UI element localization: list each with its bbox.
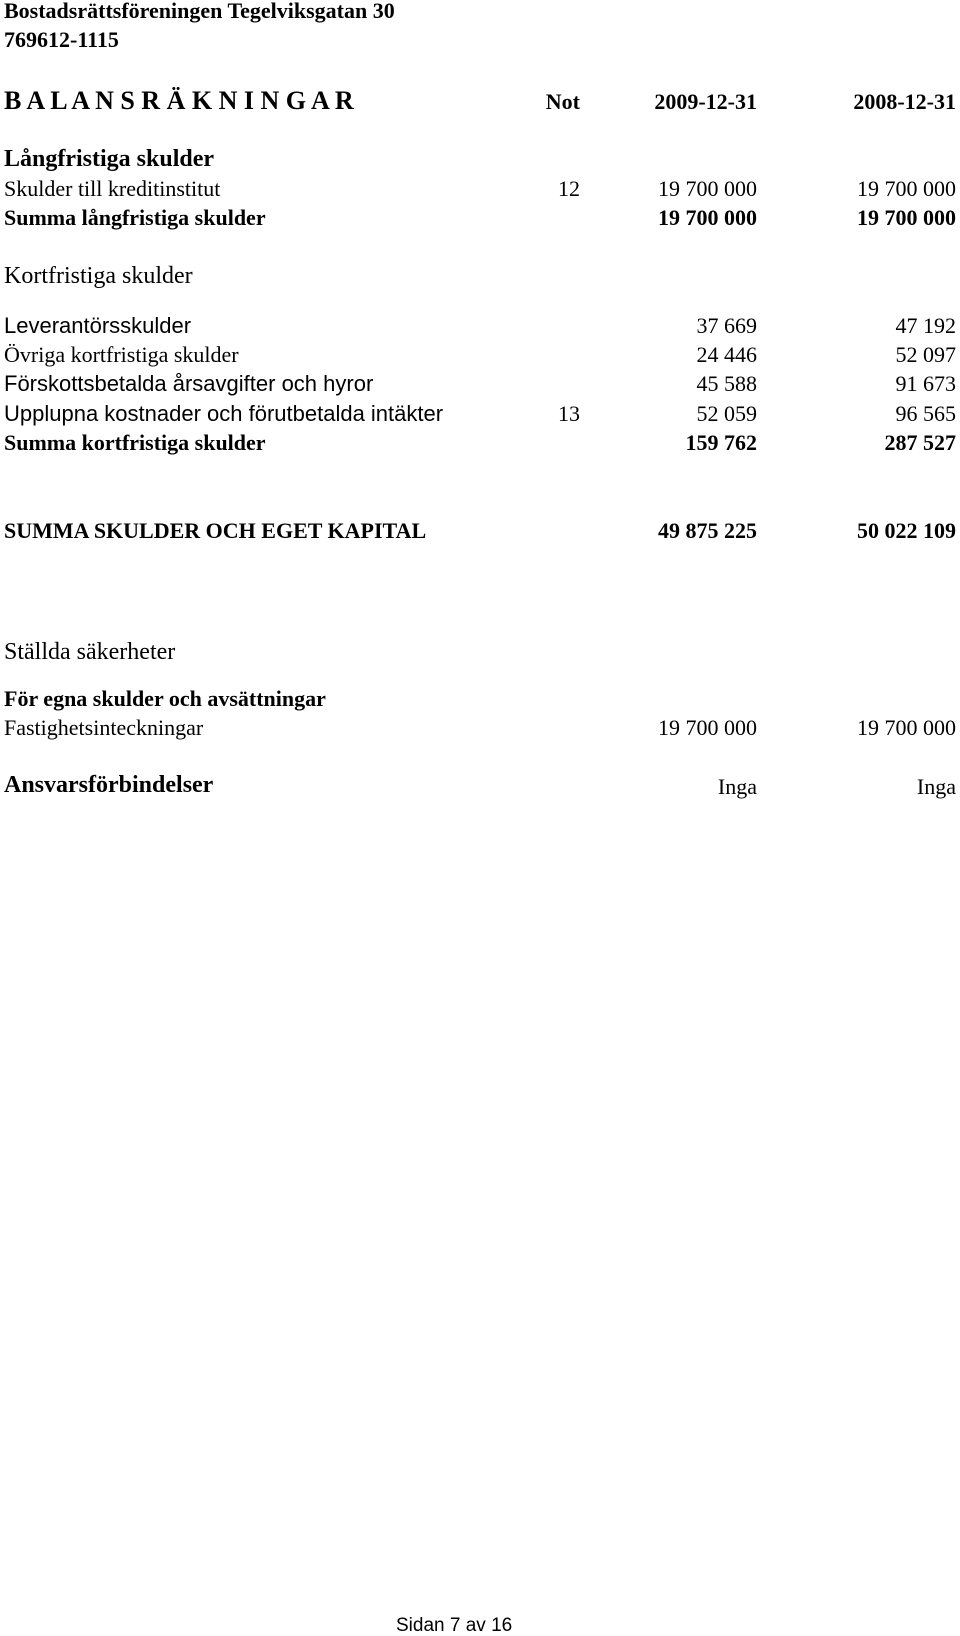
section-heading-long-term: Långfristiga skulder [4, 146, 215, 172]
sum-label: Summa kortfristiga skulder [4, 430, 266, 455]
organization-number: 769612-1115 [4, 27, 119, 52]
row-value-current: 52 059 [696, 401, 757, 426]
row-value-previous: 96 565 [895, 401, 956, 426]
row-value-previous: 52 097 [895, 342, 956, 367]
section-heading-pledged: Ställda säkerheter [4, 639, 176, 665]
column-header-current-year: 2009-12-31 [654, 89, 757, 114]
row-value-previous: 19 700 000 [857, 715, 956, 740]
row-value-previous: 19 700 000 [857, 176, 956, 201]
row-value-current: 37 669 [696, 313, 757, 338]
contingent-value-previous: Inga [916, 774, 956, 799]
total-value-current: 49 875 225 [658, 518, 757, 543]
contingent-label: Ansvarsförbindelser [4, 772, 214, 798]
total-label: SUMMA SKULDER OCH EGET KAPITAL [4, 518, 427, 543]
row-label: Upplupna kostnader och förutbetalda intäkter [4, 401, 444, 426]
row-value-previous: 47 192 [895, 313, 956, 338]
row-value-previous: 91 673 [895, 371, 956, 396]
row-value-current: 19 700 000 [658, 715, 757, 740]
row-label: Skulder till kreditinstitut [4, 176, 221, 201]
row-value-current: 24 446 [696, 342, 757, 367]
sum-label: Summa långfristiga skulder [4, 205, 266, 230]
row-label: Förskottsbetalda årsavgifter och hyror [4, 371, 374, 396]
row-label: Fastighetsinteckningar [4, 715, 204, 740]
row-label: Övriga kortfristiga skulder [4, 342, 239, 367]
row-note: 13 [558, 401, 580, 426]
row-note: 12 [558, 176, 580, 201]
organization-name: Bostadsrättsföreningen Tegelviksgatan 30 [4, 0, 395, 23]
row-label: Leverantörsskulder [4, 313, 192, 338]
column-header-note: Not [545, 89, 580, 114]
sum-value-previous: 287 527 [884, 430, 956, 455]
contingent-value-current: Inga [717, 774, 757, 799]
section-subheading-pledged: För egna skulder och avsättningar [4, 686, 326, 711]
page-title: B A L A N S R Ä K N I N G A R [4, 86, 354, 115]
sum-value-previous: 19 700 000 [857, 205, 956, 230]
sum-value-current: 159 762 [685, 430, 757, 455]
sum-value-current: 19 700 000 [658, 205, 757, 230]
row-value-current: 19 700 000 [658, 176, 757, 201]
total-value-previous: 50 022 109 [857, 518, 956, 543]
row-value-current: 45 588 [696, 371, 757, 396]
page-number: Sidan 7 av 16 [396, 1615, 513, 1636]
section-heading-short-term: Kortfristiga skulder [4, 263, 193, 289]
column-header-previous-year: 2008-12-31 [853, 89, 956, 114]
